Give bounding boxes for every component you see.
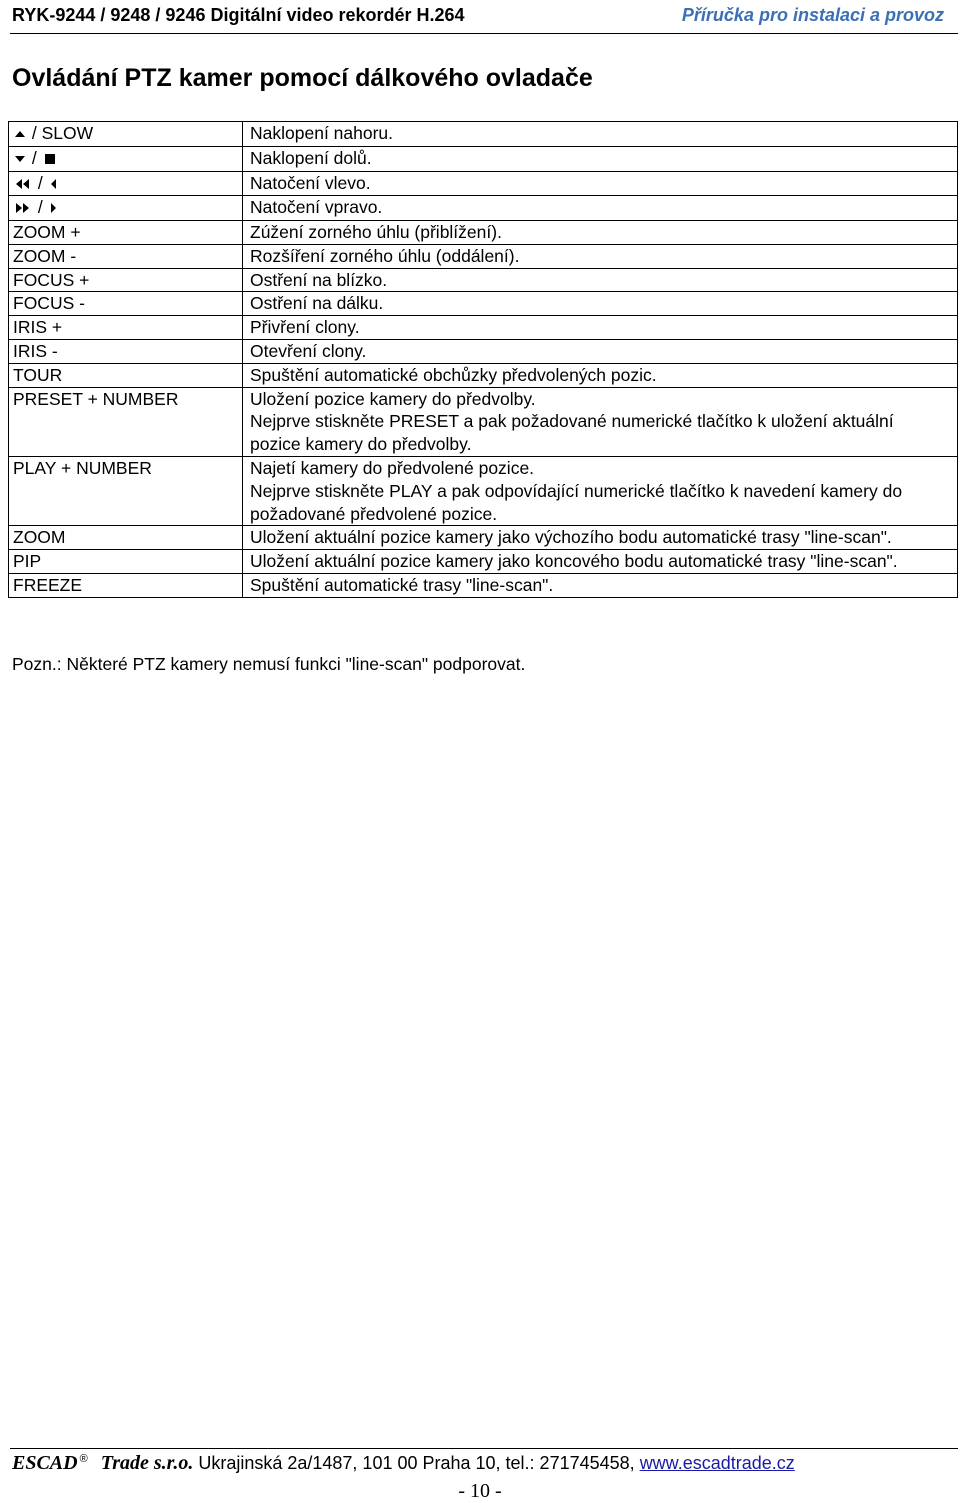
description-text: Otevření clony.	[250, 341, 367, 362]
description-text: Natočení vpravo.	[250, 197, 383, 218]
key-cell	[9, 457, 243, 526]
description-text: Uložení aktuální pozice kamery jako koncového bodu automatické trasy "line-scan".	[250, 551, 898, 572]
description-text: Najetí kamery do předvolené pozice.	[250, 458, 535, 479]
triangle-down-icon	[13, 148, 27, 171]
stop-square-icon	[42, 148, 56, 171]
table-row	[9, 457, 958, 526]
company-address: Ukrajinská 2a/1487, 101 00 Praha 10, tel.: 271745458,	[198, 1453, 635, 1473]
key-cell	[9, 292, 243, 316]
description-text: Naklopení nahoru.	[250, 123, 394, 143]
registered-mark: ®	[79, 1453, 88, 1465]
key-cell	[9, 122, 243, 147]
description-text: Uložení pozice kamery do předvolby.	[250, 388, 536, 409]
table-row	[9, 268, 958, 292]
key-cell	[9, 221, 243, 245]
description-cell	[243, 316, 958, 340]
table-row	[9, 550, 958, 574]
description-text: Uložení aktuální pozice kamery jako výchozího bodu automatické trasy "line-scan".	[250, 527, 892, 548]
table-row	[9, 221, 958, 245]
description-cell	[243, 526, 958, 550]
description-text: Spuštění automatické trasy "line-scan".	[250, 575, 554, 596]
triangle-up-icon	[13, 123, 27, 146]
key-label: PRESET + NUMBER	[13, 388, 179, 409]
key-cell	[9, 196, 243, 221]
description-text: Přivření clony.	[250, 317, 360, 338]
ptz-control-table	[8, 121, 958, 598]
key-label: ZOOM +	[13, 222, 81, 243]
note-text: Pozn.: Některé PTZ kamery nemusí funkci "line-scan" podporovat.	[12, 654, 526, 674]
key-cell	[9, 550, 243, 574]
description-text: Naklopení dolů.	[250, 147, 372, 168]
key-cell	[9, 316, 243, 340]
description-text: Rozšíření zorného úhlu (oddálení).	[250, 245, 520, 266]
key-cell	[9, 340, 243, 364]
page-footer	[12, 1452, 795, 1475]
triangle-right-icon	[48, 197, 60, 220]
key-cell	[9, 363, 243, 387]
table-row	[9, 340, 958, 364]
description-cell	[243, 387, 958, 456]
description-cell	[243, 550, 958, 574]
fast-forward-icon	[13, 197, 33, 220]
description-text: Nejprve stiskněte PLAY a pak odpovídající numerické tlačítko k navedení kamery do požadované předvolené pozice.	[250, 480, 903, 524]
key-label: PIP	[13, 551, 42, 572]
description-cell	[243, 221, 958, 245]
header-manual-title: Příručka pro instalaci a provoz	[681, 4, 944, 25]
key-label: /	[37, 172, 43, 193]
key-label: TOUR	[13, 364, 63, 385]
company-logo-text: ESCAD	[12, 1452, 78, 1474]
table-row	[9, 171, 958, 196]
header-product-title: RYK-9244 / 9248 / 9246 Digitální video rekordér H.264	[12, 4, 465, 25]
footer-divider	[10, 1448, 958, 1449]
description-text: Zúžení zorného úhlu (přiblížení).	[250, 222, 502, 243]
description-text: Natočení vlevo.	[250, 172, 371, 193]
description-text: Ostření na blízko.	[250, 269, 388, 290]
description-text: Ostření na dálku.	[250, 293, 384, 314]
key-label: / SLOW	[31, 123, 94, 143]
description-cell	[243, 196, 958, 221]
key-label: IRIS -	[13, 341, 58, 362]
key-label: ZOOM	[13, 527, 66, 548]
description-text: Nejprve stiskněte PRESET a pak požadované numerické tlačítko k uložení aktuální pozice kamery do předvolby.	[250, 411, 894, 455]
description-cell	[243, 457, 958, 526]
key-cell	[9, 526, 243, 550]
key-label: FOCUS +	[13, 269, 90, 290]
page-header	[12, 0, 944, 30]
key-label: /	[37, 197, 43, 218]
description-cell	[243, 171, 958, 196]
description-cell	[243, 363, 958, 387]
key-cell	[9, 387, 243, 456]
key-label: PLAY + NUMBER	[13, 458, 152, 479]
header-divider	[10, 33, 958, 34]
rewind-icon	[13, 173, 33, 196]
key-label: ZOOM -	[13, 245, 77, 266]
key-cell	[9, 244, 243, 268]
description-cell	[243, 244, 958, 268]
description-cell	[243, 268, 958, 292]
key-cell	[9, 171, 243, 196]
key-label: IRIS +	[13, 317, 63, 338]
website-link[interactable]: www.escadtrade.cz	[639, 1453, 795, 1473]
key-cell	[9, 268, 243, 292]
page-title: Ovládání PTZ kamer pomocí dálkového ovladače	[12, 64, 593, 92]
table-row	[9, 387, 958, 456]
table-row	[9, 316, 958, 340]
key-label: FOCUS -	[13, 293, 85, 314]
table-row	[9, 146, 958, 171]
description-cell	[243, 574, 958, 598]
table-row	[9, 244, 958, 268]
description-text: Spuštění automatické obchůzky předvolených pozic.	[250, 364, 657, 385]
key-label: /	[31, 147, 37, 168]
table-row	[9, 526, 958, 550]
description-cell	[243, 122, 958, 147]
description-cell	[243, 292, 958, 316]
page-number: - 10 -	[458, 1480, 502, 1502]
table-row	[9, 292, 958, 316]
description-cell	[243, 340, 958, 364]
key-label: FREEZE	[13, 575, 83, 596]
key-cell	[9, 574, 243, 598]
table-row	[9, 122, 958, 147]
company-logo-suffix: Trade s.r.o.	[100, 1452, 194, 1474]
description-cell	[243, 146, 958, 171]
key-cell	[9, 146, 243, 171]
table-row	[9, 363, 958, 387]
triangle-left-icon	[48, 173, 60, 196]
table-row	[9, 196, 958, 221]
table-row	[9, 574, 958, 598]
